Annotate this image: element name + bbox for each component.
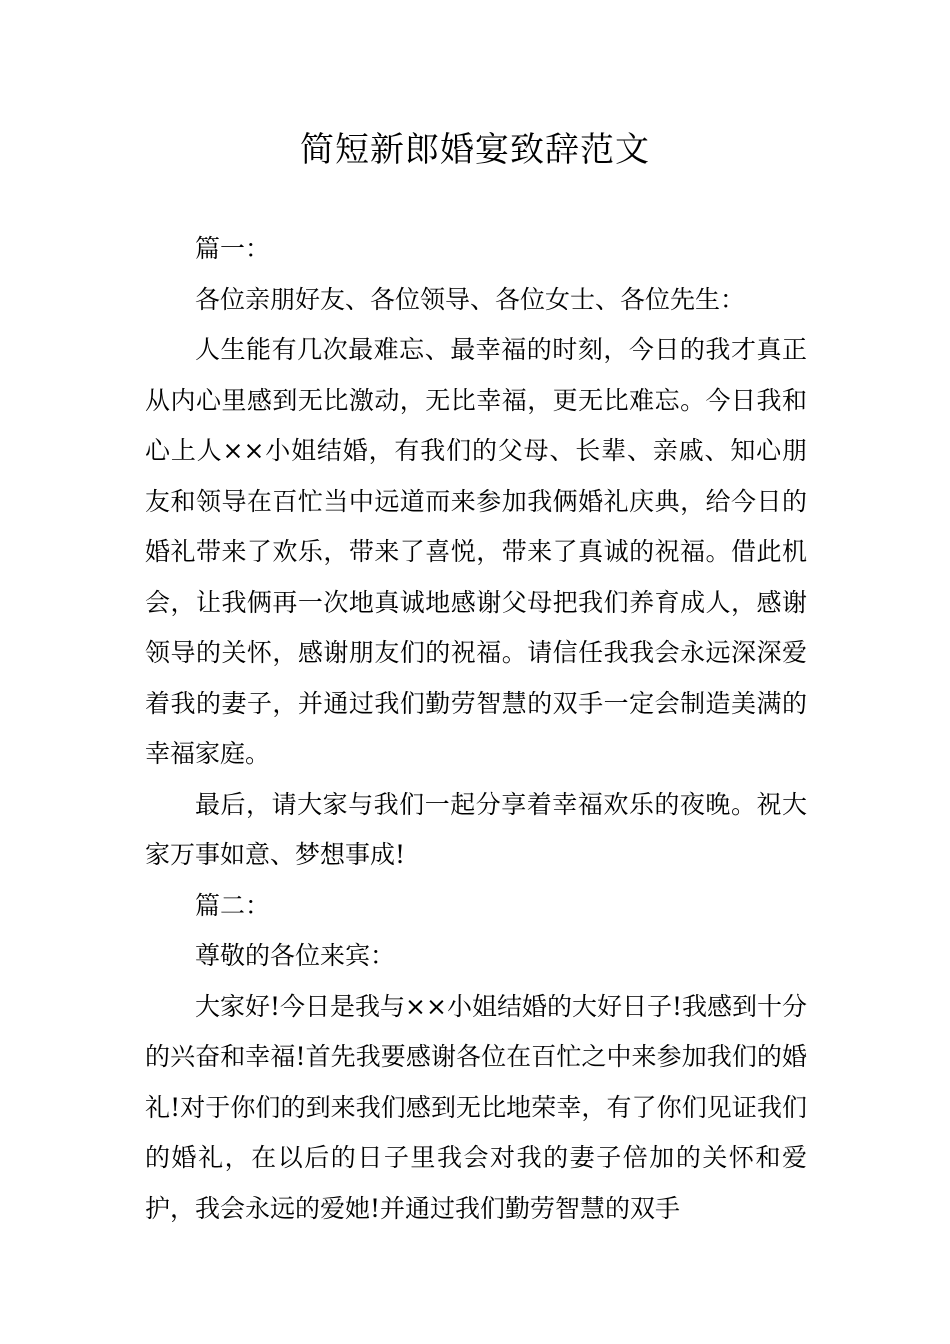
paragraph: 最后，请大家与我们一起分享着幸福欢乐的夜晚。祝大家万事如意、梦想事成!	[145, 789, 807, 869]
document-body	[145, 224, 807, 1234]
section-heading-2: 篇二：	[195, 890, 271, 920]
paragraph: 大家好!今日是我与××小姐结婚的大好日子!我感到十分的兴奋和幸福!首先我要感谢各位在百忙之中来参加我们的婚礼!对于你们的到来我们感到无比地荣幸，有了你们见证我们的婚礼，在以后的日子里我会对我的妻子倍加的关怀和爱护，我会永远的爱她!并通过我们勤劳智慧的双手	[145, 991, 807, 1223]
salutation-1: 各位亲朋好友、各位领导、各位女士、各位先生：	[195, 284, 746, 314]
document-title: 简短新郎婚宴致辞范文	[300, 130, 650, 170]
salutation-2: 尊敬的各位来宾：	[195, 941, 396, 970]
section-heading-1: 篇一：	[195, 234, 271, 263]
paragraph: 人生能有几次最难忘、最幸福的时刻，今日的我才真正从内心里感到无比激动，无比幸福，更无比难忘。今日我和心上人××小姐结婚，有我们的父母、长辈、亲戚、知心朋友和领导在百忙当中远道而来参加我俩婚礼庆典，给今日的婚礼带来了欢乐，带来了喜悦，带来了真诚的祝福。借此机会，让我俩再一次地真诚地感谢父母把我们养育成人，感谢领导的关怀，感谢朋友们的祝福。请信任我我会永远深深爱着我的妻子，并通过我们勤劳智慧的双手一定会制造美满的幸福家庭。	[145, 335, 807, 768]
